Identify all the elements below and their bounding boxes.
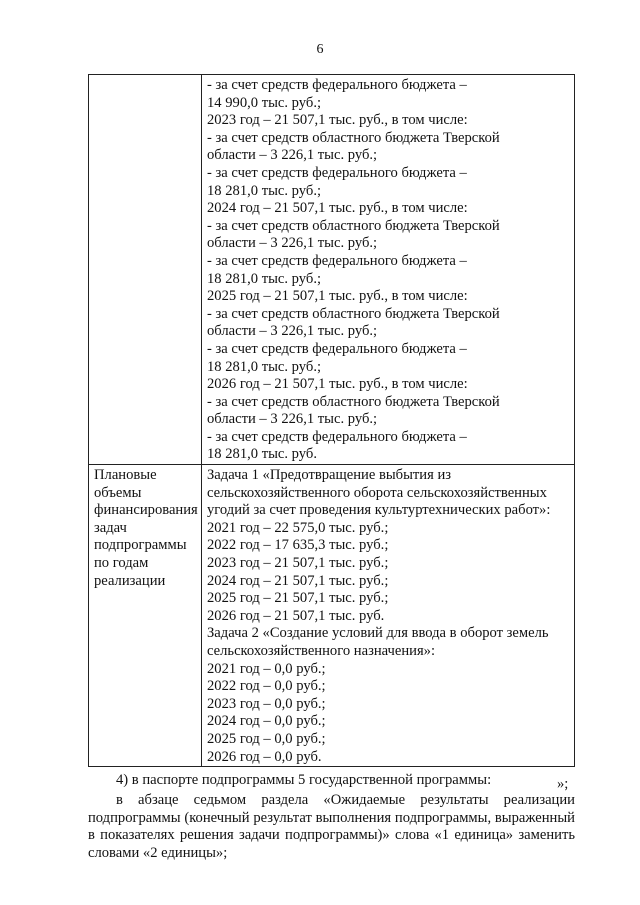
text-line: 2022 год – 0,0 руб.; [207,678,326,695]
closing-quote-mark: »; [557,776,569,792]
text-line: - за счет средств федерального бюджета – [207,252,467,269]
text-line: 2026 год – 21 507,1 тыс. руб., в том числе: [207,376,468,393]
text-line: - за счет средств областного бюджета Тверской [207,305,500,322]
text-line: - за счет средств федерального бюджета – [207,164,467,181]
text-line: сельскохозяйственного назначения»: [207,643,436,659]
text-line: 2024 год – 0,0 руб.; [207,713,326,730]
label-line: реализации [94,572,166,589]
text-line: 2025 год – 0,0 руб.; [207,730,326,747]
text-line: 2023 год – 21 507,1 тыс. руб., в том числе: [207,112,468,129]
label-line: финансирования [94,502,198,519]
text-line: 2022 год – 17 635,3 тыс. руб.; [207,537,389,554]
text-line: 2021 год – 22 575,0 тыс. руб.; [207,519,389,536]
text-line: 2026 год – 21 507,1 тыс. руб. [207,607,385,624]
text-line: 18 281,0 тыс. руб. [207,446,317,463]
text-line: 2024 год – 21 507,1 тыс. руб.; [207,572,389,589]
table-row-task-funding [89,465,575,767]
label-line: объемы [94,484,142,501]
table-row-funding-continued [89,75,575,465]
text-line: 2023 год – 0,0 руб.; [207,695,326,712]
text-line: угодий за счет проведения культуртехнических работ»: [207,502,551,519]
label-line: задач [94,519,127,536]
text-line: 18 281,0 тыс. руб.; [207,182,322,199]
text-line: 2025 год – 21 507,1 тыс. руб., в том числе: [207,288,468,305]
amendment-subitem: в абзаце седьмом раздела «Ожидаемые результаты реализации подпрограммы (конечный результат выполнения подпрограммы, выраженный в показателях решения задачи подпрограммы)» слова «1 единица» заменить словами «2 единицы»; [88,792,575,861]
label-line: Плановые [94,467,157,484]
text-line: области – 3 226,1 тыс. руб.; [207,323,378,340]
text-line: 14 990,0 тыс. руб.; [207,94,322,111]
row2-left-cell [89,465,202,767]
amendment-item-4: 4) в паспорте подпрограммы 5 государственной программы: [116,772,492,788]
text-line: - за счет средств областного бюджета Тверской [207,129,500,146]
page-number: 6 [316,42,324,57]
label-line: подпрограммы [94,537,187,554]
text-line: 2026 год – 0,0 руб. [207,748,322,765]
text-line: - за счет средств федерального бюджета – [207,340,467,357]
text-line: 2023 год – 21 507,1 тыс. руб.; [207,555,389,572]
text-line: сельскохозяйственного оборота сельскохозяйственных [207,484,547,501]
text-line: - за счет средств федерального бюджета – [207,77,467,93]
text-line: области – 3 226,1 тыс. руб.; [207,235,378,252]
subprogram-passport-table [88,74,575,767]
text-line: 18 281,0 тыс. руб.; [207,358,322,375]
label-line: по годам [94,555,149,572]
text-line: 2021 год – 0,0 руб.; [207,660,326,677]
text-line: - за счет средств областного бюджета Тверской [207,217,500,234]
text-line: Задача 2 «Создание условий для ввода в оборот земель [207,625,549,642]
text-line: 2024 год – 21 507,1 тыс. руб., в том числе: [207,200,468,217]
row1-left-cell [89,75,202,465]
row2-right-cell [202,465,575,767]
text-line: - за счет средств областного бюджета Тверской [207,393,500,410]
text-line: 18 281,0 тыс. руб.; [207,270,322,287]
text-line: Задача 1 «Предотвращение выбытия из [207,467,452,484]
row1-right-cell [202,75,575,465]
text-line: 2025 год – 21 507,1 тыс. руб.; [207,590,389,607]
text-line: - за счет средств федерального бюджета – [207,428,467,445]
text-line: области – 3 226,1 тыс. руб.; [207,411,378,428]
text-line: области – 3 226,1 тыс. руб.; [207,147,378,164]
